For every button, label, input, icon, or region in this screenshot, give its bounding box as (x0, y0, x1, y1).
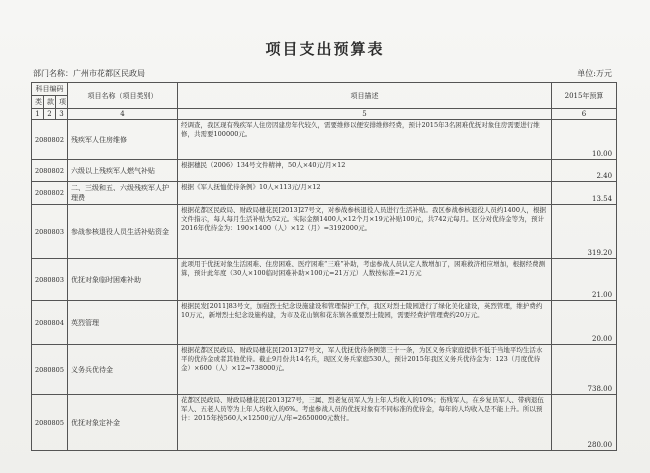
row-code: 2080804 (32, 301, 68, 345)
col-number-4: 4 (68, 109, 178, 120)
header-row-1 (32, 83, 617, 96)
row-project-desc: 根据民发[2011]83号文，加强烈士纪念设施建设和管理保护工作，我区对烈士陵园进行了绿化美化建设，英烈管理，维护费约10万元，新增烈士纪念设施构建，为市及花山镇和花东镇各重要烈士陵园，需要经费护管理费约20万元。 (178, 301, 552, 345)
header-project-desc: 项目描述 (178, 83, 552, 109)
row-amount: 13.54 (552, 182, 617, 205)
row-amount: 10.00 (552, 120, 617, 160)
row-project-desc: 根据花都区民政局、财政局穗花民[2013]27号文，对参战参核退役人员进行生活补贴。我区参战参核退役人员约1400人，根据文件指示，每人每月生活补贴为52元。实际金额1400人×12个月×19元补贴100元，共742元每月。区分对优待金等为，预计2016年优待金为：190×1400（人）×12（月）=3192000元。 (178, 205, 552, 259)
col-number-3: 3 (56, 109, 68, 120)
page-title: 项目支出预算表 (265, 40, 385, 58)
row-amount: 20.00 (552, 301, 617, 345)
table-row (32, 160, 617, 182)
table-row (32, 301, 617, 345)
row-code: 2080802 (32, 182, 68, 205)
row-project-name: 优抚对象定补金 (68, 395, 178, 451)
row-project-desc: 此项用于优抚对象生活困难、住房困难、医疗困难“三难”补助，考虑参战人员认定人数增加了，困难救济相应增加，根据经费测算，预计此年度（30人×100临时困难补助×100元=21万元）人数按标准=21万元 (178, 259, 552, 301)
table-row (32, 120, 617, 160)
header-number-row (32, 109, 617, 120)
row-project-desc: 根据穗民（2006）134号文件精神，50人×40元/月×12 (178, 160, 552, 182)
row-code: 2080803 (32, 205, 68, 259)
table-row (32, 259, 617, 301)
col-number-6: 6 (552, 109, 617, 120)
row-amount: 280.00 (552, 395, 617, 451)
budget-table (31, 82, 617, 451)
header-lei: 类 (32, 96, 44, 109)
row-project-name: 义务兵优待金 (68, 345, 178, 395)
department-label: 部门名称：广州市花都区民政局 (33, 69, 145, 78)
row-project-name: 英烈管理 (68, 301, 178, 345)
table-row (32, 182, 617, 205)
row-project-desc: 经调查，我区现有残疾军人住房因建房年代较久，需要维修以便安排维修经费，预计2015年3名困难优抚对象住房需要进行维修，共需要100000元。 (178, 120, 552, 160)
col-number-1: 1 (32, 109, 44, 120)
row-amount: 2.40 (552, 160, 617, 182)
table-row (32, 345, 617, 395)
row-code: 2080803 (32, 259, 68, 301)
row-amount: 319.20 (552, 205, 617, 259)
row-project-name: 优抚对象临时困难补助 (68, 259, 178, 301)
table-row (32, 395, 617, 451)
header-code-group: 科目编码 (32, 83, 68, 96)
row-code: 2080805 (32, 345, 68, 395)
unit-label: 单位:万元 (577, 69, 612, 78)
row-project-name: 残疾军人住房维修 (68, 120, 178, 160)
row-code: 2080805 (32, 395, 68, 451)
row-code: 2080802 (32, 120, 68, 160)
header-budget: 2015年预算 (552, 83, 617, 109)
col-number-5: 5 (178, 109, 552, 120)
row-project-desc: 根据《军人抚恤优待条例》10人×113元/月×12 (178, 182, 552, 205)
table-row (32, 205, 617, 259)
row-project-name: 六级以上残疾军人燃气补贴 (68, 160, 178, 182)
row-project-name: 参战参核退役人员生活补贴资金 (68, 205, 178, 259)
header-xiang: 项 (56, 96, 68, 109)
header-project-name: 项目名称（项目类别） (68, 83, 178, 109)
row-project-desc: 根据花都区民政局、财政局穗花民[2013]27号文，军人优抚优待条例第三十一条，为区义务兵家庭提供不低于当地平均生活水平的优待金或者其他优待。截止9月份共14名兵，现区义务兵家庭530人，预计2015年我区义务兵优待金为：123（月度优待金）×600（人）×12=738000元。 (178, 345, 552, 395)
col-number-2: 2 (44, 109, 56, 120)
row-amount: 738.00 (552, 345, 617, 395)
row-amount: 21.00 (552, 259, 617, 301)
row-code: 2080802 (32, 160, 68, 182)
row-project-desc: 花都区民政局、财政局穗花民[2013]27号，三属、烈老复员军人为上年人均收入的10%；伤残军人，在乡复员军人、带病退伍军人、五老人员等为上年人均收入的6%。考虑参战人员的优抚对象有不同标准的优待金，每年的人均收入是不能上升。所以预计：2015年按560人×12500元/人/年=2650000元数付。 (178, 395, 552, 451)
header-kuan: 款 (44, 96, 56, 109)
row-project-name: 二、三级和五、六级残疾军人护理费 (68, 182, 178, 205)
